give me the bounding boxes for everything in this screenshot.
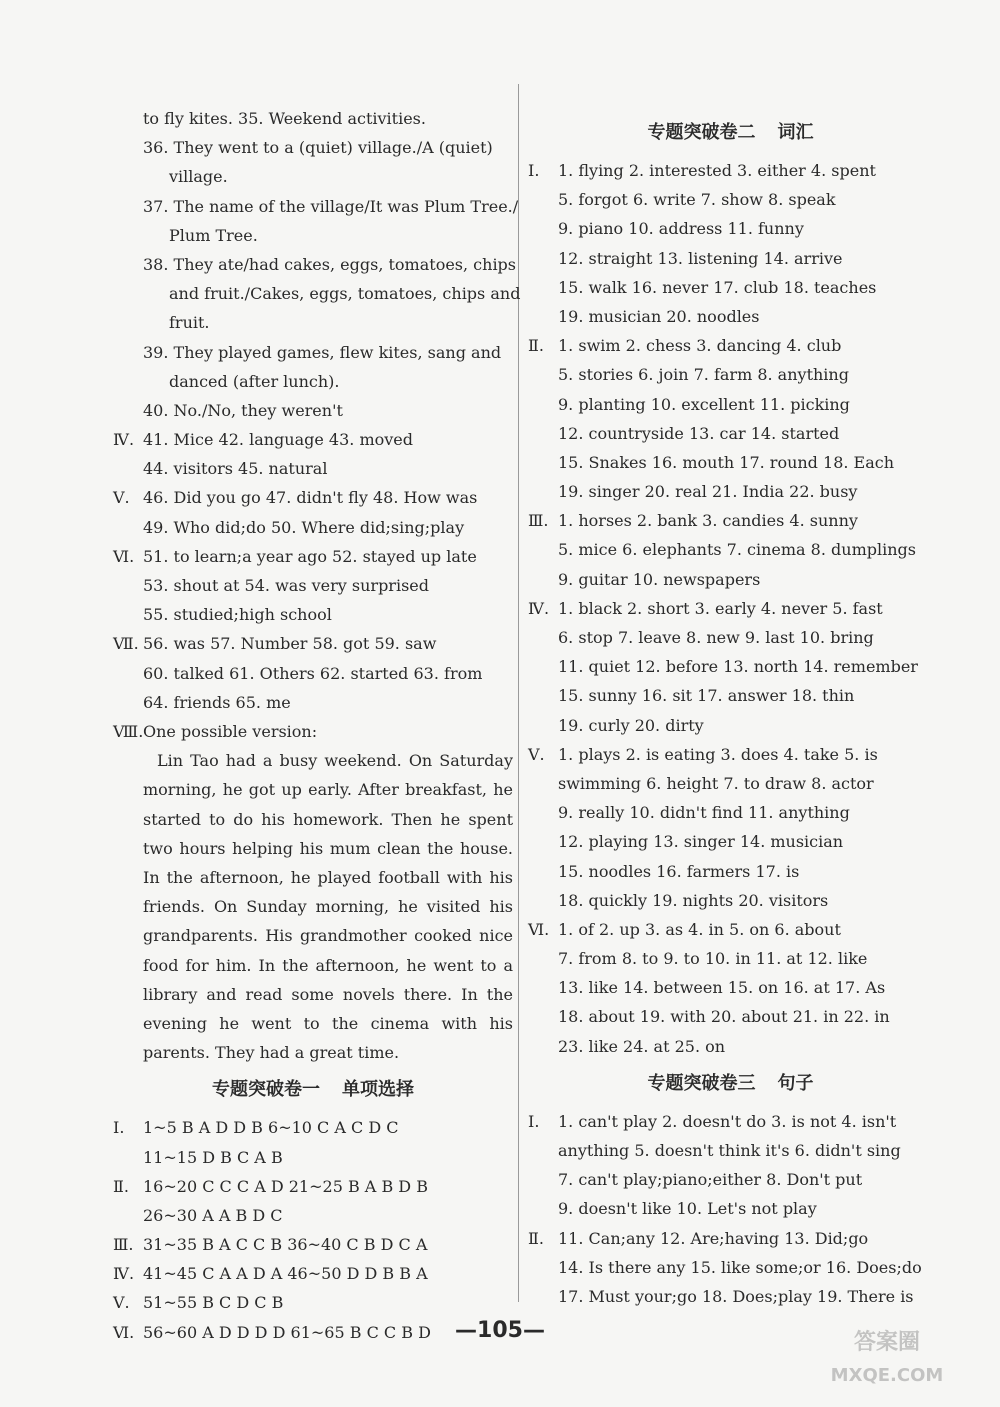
answer-line: 56. was 57. Number 58. got 59. saw bbox=[143, 634, 437, 654]
watermark-url: MXQE.COM bbox=[830, 1365, 944, 1386]
answer-line: anything 5. doesn't think it's 6. didn't sing bbox=[558, 1141, 901, 1160]
section-numeral: Ⅵ. bbox=[113, 546, 135, 566]
section-numeral: Ⅵ. bbox=[528, 919, 550, 939]
answer-line: and fruit./Cakes, eggs, tomatoes, chips and bbox=[169, 284, 521, 304]
answer-line: 1~5 B A D D B 6~10 C A C D C bbox=[143, 1118, 399, 1138]
section-numeral: Ⅵ. bbox=[113, 1322, 135, 1342]
answer-line: 1. of 2. up 3. as 4. in 5. on 6. about bbox=[558, 919, 841, 939]
section-numeral: Ⅰ. bbox=[528, 1111, 540, 1131]
page-number: —105— bbox=[455, 1318, 545, 1343]
section-numeral: Ⅱ. bbox=[528, 1228, 544, 1248]
answer-line: 15. Snakes 16. mouth 17. round 18. Each bbox=[558, 452, 895, 472]
answer-line: Plum Tree. bbox=[169, 225, 258, 245]
answer-line: fruit. bbox=[169, 313, 210, 333]
watermark-logo bbox=[792, 1315, 982, 1395]
answer-line: 18. quickly 19. nights 20. visitors bbox=[558, 890, 829, 910]
answer-line: 1. can't play 2. doesn't do 3. is not 4. isn't bbox=[558, 1111, 897, 1131]
section-numeral: Ⅱ. bbox=[113, 1176, 129, 1196]
left-column bbox=[113, 104, 521, 1347]
answer-line: 9. piano 10. address 11. funny bbox=[558, 219, 804, 239]
answer-line: 7. can't play;piano;either 8. Don't put bbox=[558, 1170, 863, 1190]
answer-line: 36. They went to a (quiet) village./A (quiet) bbox=[143, 138, 493, 158]
heading-title: 专题突破卷三 bbox=[647, 1072, 756, 1094]
heading-title: 专题突破卷二 bbox=[647, 122, 756, 143]
section-numeral: Ⅴ. bbox=[528, 744, 545, 764]
answer-line: 12. countryside 13. car 14. started bbox=[558, 423, 840, 443]
heading-subtitle: 词汇 bbox=[777, 122, 814, 143]
answer-line: swimming 6. height 7. to draw 8. actor bbox=[558, 773, 874, 793]
essay-intro: One possible version: bbox=[143, 721, 318, 741]
answer-line: 39. They played games, flew kites, sang and bbox=[143, 342, 502, 362]
right-column bbox=[528, 110, 933, 1311]
section-numeral: Ⅳ. bbox=[113, 1264, 135, 1284]
section-numeral: Ⅴ. bbox=[113, 1293, 130, 1313]
section-heading bbox=[528, 1061, 933, 1107]
answer-line: 9. doesn't like 10. Let's not play bbox=[558, 1199, 817, 1219]
answer-line: 18. about 19. with 20. about 21. in 22. in bbox=[558, 1007, 890, 1027]
column-divider bbox=[518, 84, 519, 1302]
answer-line: 37. The name of the village/It was Plum Tree./ bbox=[143, 196, 519, 216]
answer-line: danced (after lunch). bbox=[169, 371, 340, 391]
section-heading bbox=[528, 110, 933, 156]
answer-line: 15. noodles 16. farmers 17. is bbox=[558, 861, 800, 881]
answer-line: 19. musician 20. noodles bbox=[558, 306, 760, 326]
watermark-text: 答案圈 bbox=[853, 1330, 921, 1355]
answer-line: 51~55 B C D C B bbox=[143, 1293, 284, 1313]
section-numeral: Ⅴ. bbox=[113, 488, 130, 508]
answer-line: 9. planting 10. excellent 11. picking bbox=[558, 394, 850, 414]
answer-line: 6. stop 7. leave 8. new 9. last 10. bring bbox=[558, 628, 874, 647]
section-numeral: Ⅶ. bbox=[113, 634, 139, 654]
answer-line: 13. like 14. between 15. on 16. at 17. As bbox=[558, 978, 886, 998]
answer-line: 64. friends 65. me bbox=[143, 692, 291, 712]
answer-line: 26~30 A A B D C bbox=[143, 1205, 283, 1225]
answer-line: 44. visitors 45. natural bbox=[143, 459, 328, 479]
answer-line: 41. Mice 42. language 43. moved bbox=[143, 430, 414, 450]
answer-line: to fly kites. 35. Weekend activities. bbox=[143, 109, 426, 128]
answer-line: 16~20 C C C A D 21~25 B A B D B bbox=[143, 1176, 428, 1196]
section-numeral: Ⅳ. bbox=[113, 430, 135, 450]
section-numeral: Ⅳ. bbox=[528, 598, 550, 618]
section-numeral: Ⅱ. bbox=[528, 336, 544, 356]
heading-title: 专题突破卷一 bbox=[212, 1079, 320, 1101]
answer-line: 23. like 24. at 25. on bbox=[558, 1036, 726, 1056]
heading-subtitle: 单项选择 bbox=[342, 1079, 414, 1101]
answer-line: 49. Who did;do 50. Where did;sing;play bbox=[143, 517, 465, 537]
section-numeral: Ⅲ. bbox=[113, 1235, 134, 1255]
answer-line: 9. guitar 10. newspapers bbox=[558, 569, 761, 589]
answer-line: 1. swim 2. chess 3. dancing 4. club bbox=[558, 336, 842, 356]
answer-line: 1. horses 2. bank 3. candies 4. sunny bbox=[558, 511, 858, 531]
answer-line: village. bbox=[169, 167, 228, 187]
section-numeral: Ⅷ. bbox=[113, 721, 144, 741]
answer-line: 17. Must your;go 18. Does;play 19. There is bbox=[558, 1286, 914, 1306]
answer-line: 31~35 B A C C B 36~40 C B D C A bbox=[143, 1235, 428, 1255]
section-numeral: Ⅲ. bbox=[528, 511, 549, 531]
answer-line: 1. plays 2. is eating 3. does 4. take 5. is bbox=[558, 744, 878, 764]
answer-line: 60. talked 61. Others 62. started 63. from bbox=[143, 663, 483, 683]
section-numeral: Ⅰ. bbox=[528, 161, 540, 180]
answer-line: 11. quiet 12. before 13. north 14. remember bbox=[558, 657, 918, 677]
answer-line: 38. They ate/had cakes, eggs, tomatoes, chips bbox=[143, 254, 517, 274]
answer-line: 11~15 D B C A B bbox=[143, 1147, 283, 1167]
answer-line: 41~45 C A A D A 46~50 D D B B A bbox=[143, 1264, 428, 1284]
answer-line: 11. Can;any 12. Are;having 13. Did;go bbox=[558, 1228, 869, 1248]
answer-line: 14. Is there any 15. like some;or 16. Does;do bbox=[558, 1257, 922, 1277]
answer-line: 5. forgot 6. write 7. show 8. speak bbox=[558, 190, 836, 210]
section-heading bbox=[113, 1067, 513, 1113]
answer-line: 5. stories 6. join 7. farm 8. anything bbox=[558, 365, 849, 385]
essay-text: Lin Tao had a busy weekend. On Saturday morning, he got up early. After breakfast, he started to do his homework. Then he spent two hours helping his mum clean the house. In the afternoon, he played football with his friends. On Sunday morning, he visited his grandparents. His grandmother cooked nice food for him. In the afternoon, he went to a library and read some novels there. In the evening he went to the cinema with his parents. They had a great time. bbox=[143, 751, 513, 1063]
section-numeral: Ⅰ. bbox=[113, 1118, 125, 1138]
answer-line: 51. to learn;a year ago 52. stayed up late bbox=[143, 546, 477, 566]
answer-line: 15. sunny 16. sit 17. answer 18. thin bbox=[558, 686, 855, 706]
answer-line: 46. Did you go 47. didn't fly 48. How was bbox=[143, 488, 478, 508]
answer-line: 1. flying 2. interested 3. either 4. spent bbox=[558, 161, 876, 180]
answer-line: 15. walk 16. never 17. club 18. teaches bbox=[558, 277, 877, 297]
answer-line: 53. shout at 54. was very surprised bbox=[143, 576, 429, 595]
answer-line: 19. singer 20. real 21. India 22. busy bbox=[558, 482, 858, 502]
answer-line: 40. No./No, they weren't bbox=[143, 400, 343, 420]
answer-line: 7. from 8. to 9. to 10. in 11. at 12. like bbox=[558, 949, 868, 969]
answer-line: 1. black 2. short 3. early 4. never 5. fast bbox=[558, 598, 883, 618]
answer-line: 12. straight 13. listening 14. arrive bbox=[558, 248, 843, 268]
answer-line: 9. really 10. didn't find 11. anything bbox=[558, 803, 850, 823]
answer-line: 19. curly 20. dirty bbox=[558, 715, 704, 735]
heading-subtitle: 句子 bbox=[777, 1072, 814, 1094]
answer-line: 55. studied;high school bbox=[143, 605, 332, 625]
answer-line: 5. mice 6. elephants 7. cinema 8. dumplings bbox=[558, 540, 916, 560]
answer-line: 12. playing 13. singer 14. musician bbox=[558, 832, 844, 852]
answer-line: 56~60 A D D D D 61~65 B C C B D bbox=[143, 1322, 431, 1342]
